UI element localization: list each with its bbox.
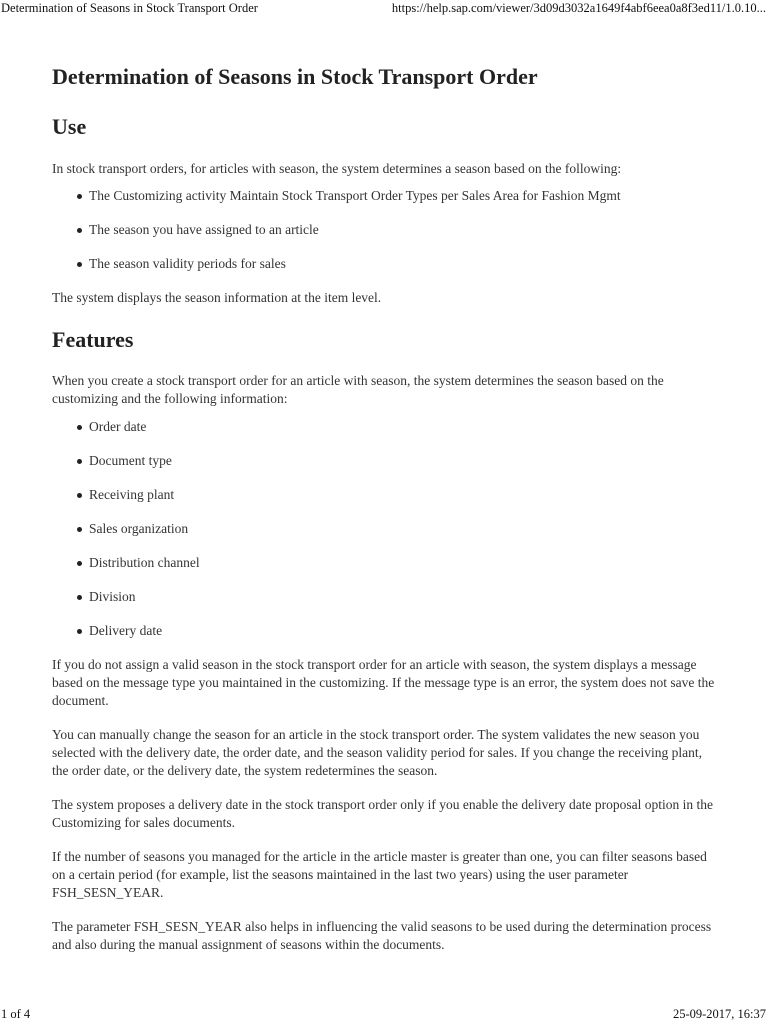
list-item: [52, 452, 717, 470]
list-item: [52, 588, 717, 606]
bullet-icon: [77, 493, 82, 498]
list-item-text: The Customizing activity Maintain Stock Transport Order Types per Sales Area for Fashion Mgmt: [89, 188, 621, 203]
body-paragraph: If the number of seasons you managed for the article in the article master is greater than one, you can filter seasons based on a certain period (for example, list the seasons maintained in the last two years) using the user parameter FSH_SESN_YEAR.: [52, 849, 707, 900]
list-item-text: Division: [89, 589, 136, 604]
section-heading-features: Features: [52, 327, 134, 352]
list-item-text: The season you have assigned to an article: [89, 222, 319, 237]
use-outro-paragraph: The system displays the season information at the item level.: [52, 290, 382, 305]
bullet-icon: [77, 228, 82, 233]
print-footer: [0, 1006, 768, 1024]
bullet-icon: [77, 629, 82, 634]
body-paragraph: The parameter FSH_SESN_YEAR also helps in influencing the valid seasons to be used during the determination process and also during the manual assignment of seasons within the documents.: [52, 919, 712, 952]
list-item: [52, 486, 717, 504]
bullet-icon: [77, 194, 82, 199]
header-page-title: Determination of Seasons in Stock Transport Order: [1, 1, 258, 15]
section-heading-use: Use: [52, 114, 87, 139]
list-item-text: Receiving plant: [89, 487, 175, 502]
page-title: Determination of Seasons in Stock Transport Order: [52, 64, 538, 89]
list-item-text: Order date: [89, 419, 147, 434]
list-item: [52, 418, 717, 436]
bullet-icon: [77, 262, 82, 267]
bullet-icon: [77, 595, 82, 600]
print-timestamp: 25-09-2017, 16:37: [672, 1007, 766, 1021]
bullet-icon: [77, 561, 82, 566]
use-intro-paragraph: In stock transport orders, for articles with season, the system determines a season based on the following:: [52, 161, 622, 176]
list-item-text: Document type: [89, 453, 172, 468]
page-number: 1 of 4: [1, 1007, 31, 1021]
list-item: [52, 622, 717, 640]
body-paragraph: The system proposes a delivery date in the stock transport order only if you enable the delivery date proposal option in the Customizing for sales documents.: [52, 797, 713, 830]
list-item: [52, 187, 717, 205]
list-item: [52, 520, 717, 538]
list-item: [52, 554, 717, 572]
body-paragraph: If you do not assign a valid season in the stock transport order for an article with season, the system displays a message based on the message type you maintained in the customizing. If the message type is an error, the system does not save the document.: [52, 657, 715, 708]
body-paragraph: You can manually change the season for an article in the stock transport order. The system validates the new season you selected with the delivery date, the order date, and the season validity period for sales. If you change the receiving plant, the order date, or the delivery date, the system redetermines the season.: [52, 727, 703, 778]
bullet-icon: [77, 459, 82, 464]
list-item-text: The season validity periods for sales: [89, 256, 286, 271]
bullet-icon: [77, 425, 82, 430]
document-content: [52, 62, 717, 954]
list-item-text: Sales organization: [89, 521, 189, 536]
features-intro-paragraph: When you create a stock transport order for an article with season, the system determines the season based on the customizing and the following information:: [52, 373, 664, 406]
features-list: [52, 418, 717, 640]
list-item-text: Distribution channel: [89, 555, 200, 570]
header-url[interactable]: https://help.sap.com/viewer/3d09d3032a1649f4abf6eea0a8f3ed11/1.0.10...: [391, 1, 766, 15]
print-header: [0, 0, 768, 18]
list-item: [52, 221, 717, 239]
use-list: [52, 187, 717, 273]
list-item-text: Delivery date: [89, 623, 163, 638]
list-item: [52, 255, 717, 273]
bullet-icon: [77, 527, 82, 532]
